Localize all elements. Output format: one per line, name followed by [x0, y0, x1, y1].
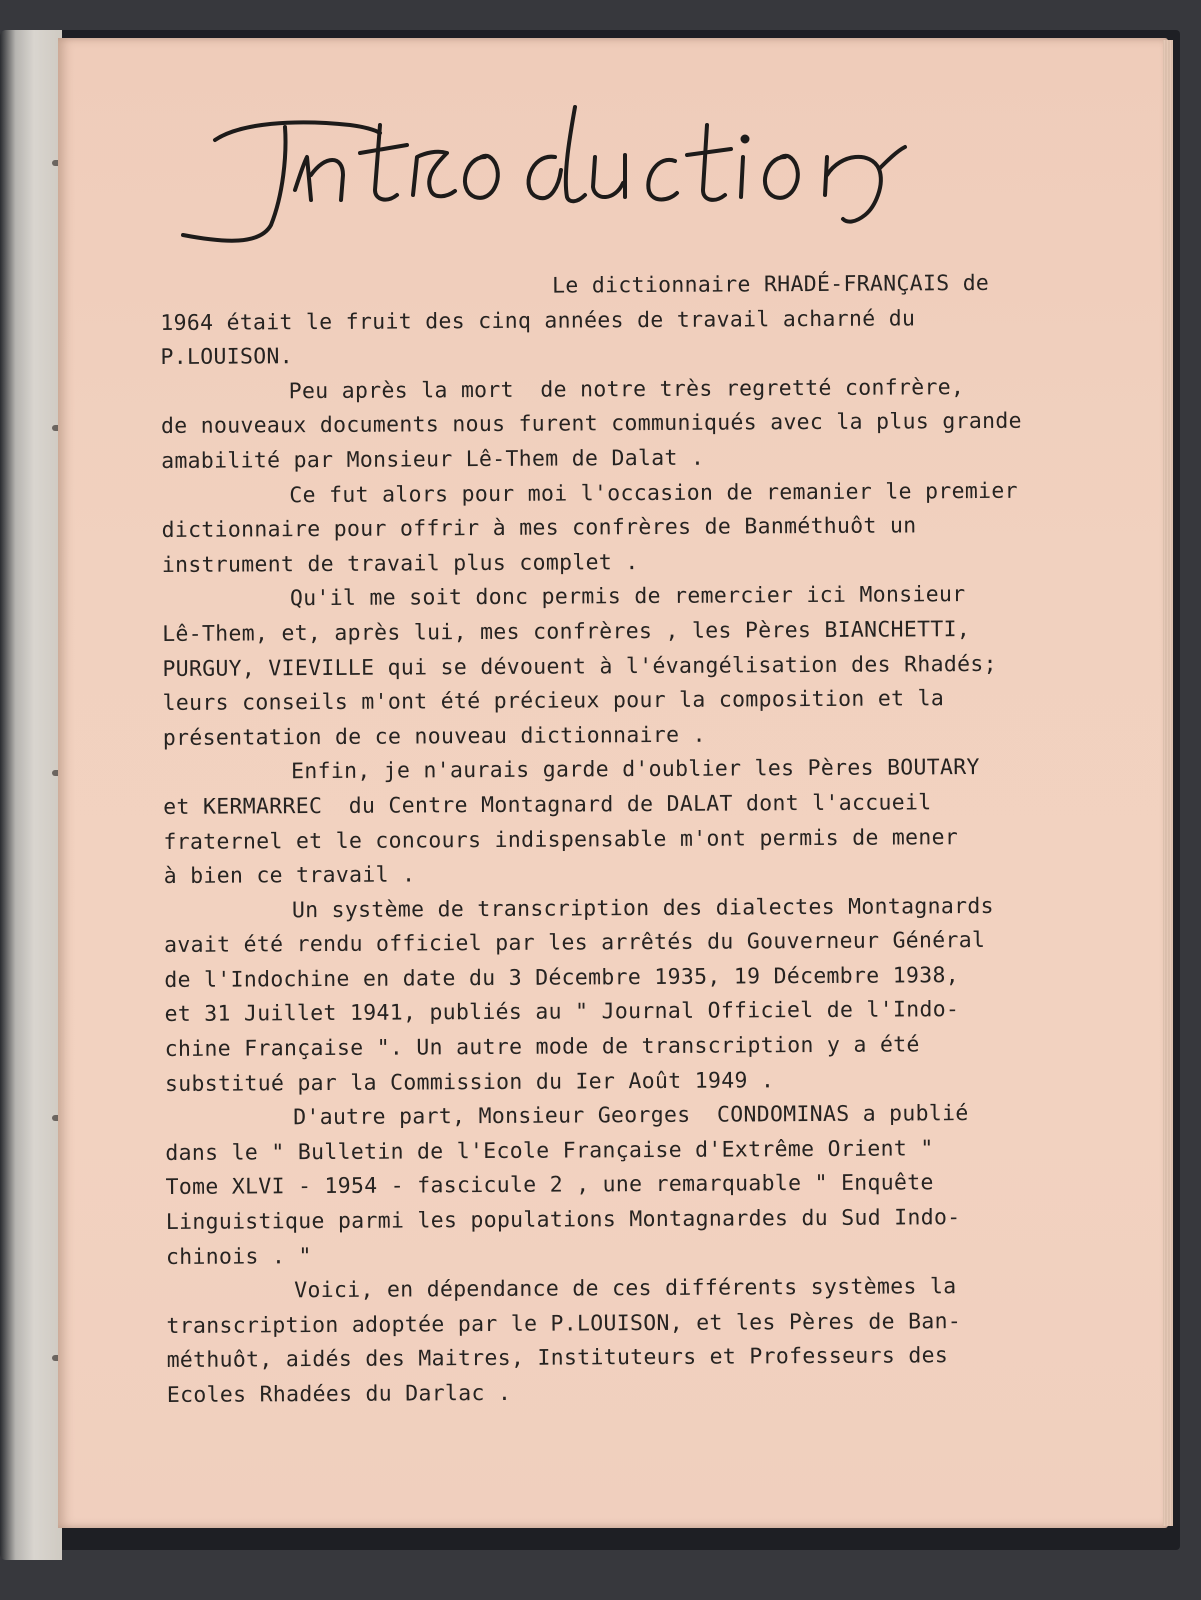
text-line: leurs conseils m'ont été précieux pour la composition et la — [162, 686, 945, 717]
paragraph-8 — [166, 1269, 1127, 1413]
text-line: Enfin, je n'aurais garde d'oublier les Pères BOUTARY — [290, 755, 980, 785]
text-line: Lê-Them, et, après lui, mes confrères , les Pères BIANCHETTI, — [162, 616, 971, 647]
typed-body-text — [160, 266, 1127, 1413]
text-line: chine Française ". Un autre mode de transcription y a été — [164, 1032, 920, 1063]
text-line: Un système de transcription des dialectes Montagnards — [291, 893, 994, 923]
text-line: méthuôt, aidés des Maitres, Instituteurs et Professeurs des — [166, 1343, 949, 1374]
handwritten-title — [175, 95, 935, 255]
text-line: chinois . " — [165, 1243, 312, 1270]
text-line: Linguistique parmi les populations Montagnardes du Sud Indo- — [165, 1205, 961, 1236]
paragraph-3 — [161, 474, 1122, 584]
text-line: et KERMARREC du Centre Montagnard de DALAT dont l'accueil — [163, 790, 932, 820]
text-line: Qu'il me soit donc permis de remercier ici Monsieur — [289, 582, 966, 612]
text-line: dans le " Bulletin de l'Ecole Française d'Extrême Orient " — [165, 1136, 934, 1166]
text-line: Voici, en dépendance de ces différents systèmes la — [294, 1274, 957, 1304]
text-line: D'autre part, Monsieur Georges CONDOMINAS a publié — [293, 1101, 969, 1131]
paragraph-1 — [160, 266, 1121, 376]
text-line: P.LOUISON. — [160, 344, 294, 371]
paragraph-4 — [162, 577, 1123, 756]
paragraph-5 — [163, 750, 1124, 894]
text-line: avait été rendu officiel par les arrêtés du Gouverneur Général — [164, 928, 986, 959]
page-edges — [1163, 40, 1173, 1526]
text-line: Ecoles Rhadées du Darlac . — [166, 1380, 512, 1408]
text-line: transcription adoptée par le P.LOUISON, et les Pères de Ban- — [166, 1308, 962, 1339]
text-line: Ce fut alors pour moi l'occasion de remanier le premier — [289, 478, 1018, 508]
paragraph-2 — [161, 370, 1122, 480]
book-spine — [0, 30, 62, 1560]
text-line: instrument de travail plus complet . — [161, 549, 639, 578]
text-line: PURGUY, VIEVILLE qui se dévouent à l'évangélisation des Rhadés; — [162, 651, 997, 682]
text-line: de nouveaux documents nous furent communiqués avec la plus grande — [160, 409, 1022, 440]
text-line: Peu après la mort de notre très regretté confrère, — [288, 374, 965, 404]
text-line: de l'Indochine en date du 3 Décembre 1935, 19 Décembre 1938, — [164, 963, 960, 993]
text-line: 1964 était le fruit des cinq années de travail acharné du — [160, 305, 916, 336]
paragraph-6 — [164, 889, 1125, 1102]
text-line: Tome XLVI - 1954 - fascicule 2 , une remarquable " Enquête — [165, 1170, 934, 1201]
text-line: et 31 Juillet 1941, publiés au " Journal Officiel de l'Indo- — [164, 997, 960, 1028]
text-line: présentation de ce nouveau dictionnaire . — [162, 722, 706, 751]
handwritten-title-drawing — [175, 95, 935, 255]
text-line: dictionnaire pour offrir à mes confrères de Banméthuôt un — [161, 513, 917, 544]
text-line: substitué par la Commission du Ier Août 1949 . — [164, 1067, 775, 1097]
text-line: à bien ce travail . — [163, 862, 416, 890]
paragraph-7 — [165, 1096, 1126, 1275]
text-line: amabilité par Monsieur Lê-Them de Dalat . — [161, 445, 705, 474]
text-line: Le dictionnaire RHADÉ-FRANÇAIS de — [552, 270, 990, 299]
text-line: fraternel et le concours indispensable m'ont permis de mener — [163, 824, 959, 855]
